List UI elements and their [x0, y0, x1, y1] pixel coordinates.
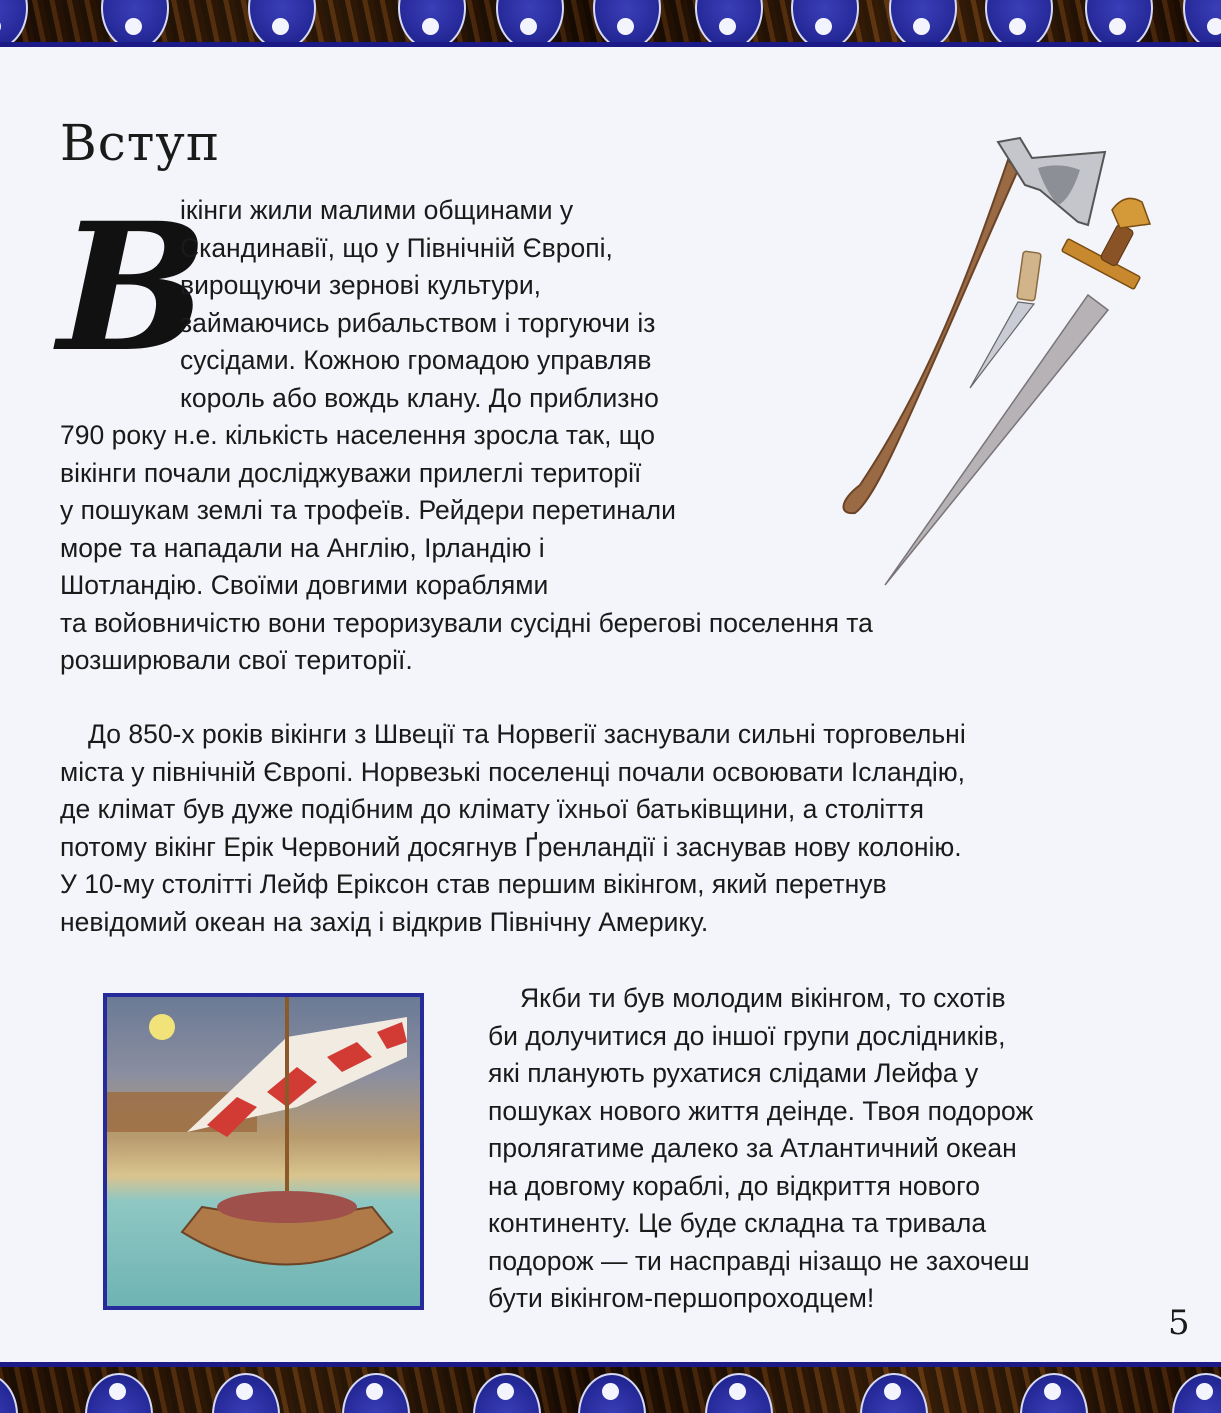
text-line: у пошукам землі та трофеїв. Рейдери перетинали — [60, 495, 676, 525]
text-line: вікінги почали досліджувaжи прилеглі території — [60, 457, 642, 488]
text-line: Якби ти був молодим вікінгом, то схотів — [520, 983, 1006, 1013]
medallion-icon — [791, 0, 859, 47]
medallion-icon — [985, 0, 1053, 47]
medallion-icon — [1172, 1373, 1221, 1413]
text-line: та войовничістю вони тероризували сусідні берегові поселення та — [60, 607, 873, 638]
medallion-icon — [0, 1373, 18, 1413]
text-line: би долучитися до іншої групи дослідників, — [488, 1020, 1006, 1051]
text-line: де клімат був дуже подібним до клімату їхньої батьківщини, а століття — [60, 794, 924, 824]
medallion-icon — [1020, 1373, 1088, 1413]
ship-illustration — [103, 993, 424, 1310]
medallion-icon — [101, 0, 169, 47]
intro-paragraph — [60, 192, 873, 680]
text-line: розширювали свої території. — [60, 645, 413, 675]
text-line: море та нападали на Англію, Ірландію і — [60, 532, 545, 563]
medallion-icon — [578, 1373, 646, 1413]
medallion-icon — [473, 1373, 541, 1413]
text-line: бути вікінгом-першопроходцем! — [488, 1283, 875, 1313]
medallion-icon — [889, 0, 957, 47]
medallion-icon — [398, 0, 466, 47]
page-title: Вступ — [60, 113, 221, 172]
text-line: на довгому кораблі, до відкриття нового — [488, 1170, 980, 1201]
paragraph-2 — [60, 716, 966, 941]
text-line: ікінги жили малими общинами у — [180, 195, 574, 225]
medallion-icon — [212, 1373, 280, 1413]
medallion-icon — [695, 0, 763, 47]
top-decorative-border — [0, 0, 1221, 47]
text-line: Скандинавії, що у Північній Європі, — [180, 232, 613, 263]
text-line: пошуках нового життя деінде. Твоя подорож — [488, 1095, 1034, 1126]
text-line: До 850-х років вікінги з Швеції та Норвегії заснували сильні торговельні — [88, 719, 966, 749]
text-line: У 10-му столітті Лейф Еріксон став першим вікінгом, який перетнув — [60, 869, 887, 899]
text-line: Шотландію. Своїми довгими кораблями — [60, 570, 549, 600]
medallion-icon — [342, 1373, 410, 1413]
medallion-icon — [496, 0, 564, 47]
page-number: 5 — [1168, 1303, 1190, 1343]
text-line: міста у північній Європі. Норвезькі поселенці почали освоювати Ісландію, — [60, 756, 965, 787]
text-line: потому вікінг Ерік Червоний досягнув Ґренландії і заснував нову колонію. — [60, 831, 962, 862]
medallion-icon — [860, 1373, 928, 1413]
text-line: займаючись рибальством і торгуючи із — [180, 307, 656, 338]
medallion-icon — [0, 0, 28, 47]
medallion-icon — [593, 0, 661, 47]
text-line: пролягатиме далеко за Атлантичний океан — [488, 1133, 1017, 1163]
weapons-illustration — [820, 130, 1180, 600]
text-line: невідомий океан на захід і відкрив Північну Америку. — [60, 906, 709, 937]
text-line: які планують рухатися слідами Лейфа у — [488, 1058, 979, 1088]
medallion-icon — [705, 1373, 773, 1413]
paragraph-3 — [488, 980, 1033, 1318]
text-line: вирощуючи зернові культури, — [180, 270, 542, 300]
medallion-icon — [248, 0, 316, 47]
medallion-icon — [1085, 0, 1153, 47]
bottom-decorative-border — [0, 1362, 1221, 1413]
text-line: король або вождь клану. До приблизно — [180, 382, 659, 413]
text-line: континенту. Це буде складна та тривала — [488, 1208, 987, 1238]
text-line: сусідами. Кожною громадою управляв — [180, 345, 652, 375]
drop-cap: В — [36, 184, 229, 391]
text-line: 790 року н.е. кількість населення зросла так, що — [60, 420, 656, 450]
medallion-icon — [1183, 0, 1221, 47]
medallion-icon — [85, 1373, 153, 1413]
text-line: подорож — ти насправді нізащо не захочеш — [488, 1245, 1030, 1276]
